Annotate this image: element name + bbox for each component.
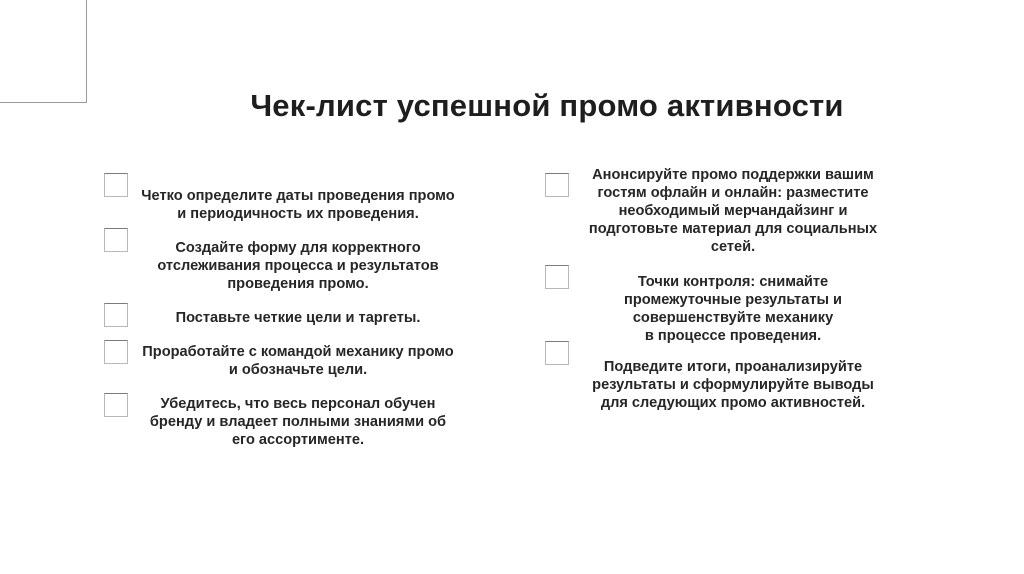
checklist-item-left-1 [118,187,478,223]
item-line: Создайте форму для корректного [175,240,421,256]
item-line: необходимый мерчандайзинг и [618,203,848,219]
item-line: результаты и сформулируйте выводы [592,377,874,393]
item-line: и обозначьте цели. [228,362,368,378]
item-line: проведения промо. [227,276,369,292]
item-line: Подведите итоги, проанализируйте [603,359,863,375]
item-line: Точки контроля: снимайте [637,274,829,290]
item-line: Проработайте с командой механику промо [142,344,454,360]
slide-title: Чек-лист успешной промо активности [250,88,844,123]
checklist-item-left-4 [118,343,478,379]
item-line: промежуточные результаты и [624,292,842,308]
item-line: для следующих промо активностей. [600,395,866,411]
item-line: отслеживания процесса и результатов [157,258,439,274]
item-line: сетей. [710,239,756,255]
item-line: гостям офлайн и онлайн: разместите [597,185,869,201]
checklist-item-left-2 [118,239,478,293]
checklist-item-right-1 [555,166,911,256]
item-line: и периодичность их проведения. [177,206,419,222]
item-line: подготовьте материал для социальных [588,221,878,237]
checklist-item-left-3 [118,309,478,327]
checklist-item-left-5 [118,395,478,449]
item-line: совершенствуйте механику [632,310,834,326]
item-line: Убедитесь, что весь персонал обучен [160,396,436,412]
checklist-item-right-2 [555,273,911,345]
checklist-item-right-3 [555,358,911,412]
item-line: Анонсируйте промо поддержки вашим [592,167,874,183]
item-line: бренду и владеет полными знаниями об [149,414,447,430]
item-line: его ассортименте. [231,432,365,448]
item-line: Четко определите даты проведения промо [141,188,455,204]
item-line: в процессе проведения. [644,328,822,344]
item-line: Поставьте четкие цели и таргеты. [175,310,421,326]
